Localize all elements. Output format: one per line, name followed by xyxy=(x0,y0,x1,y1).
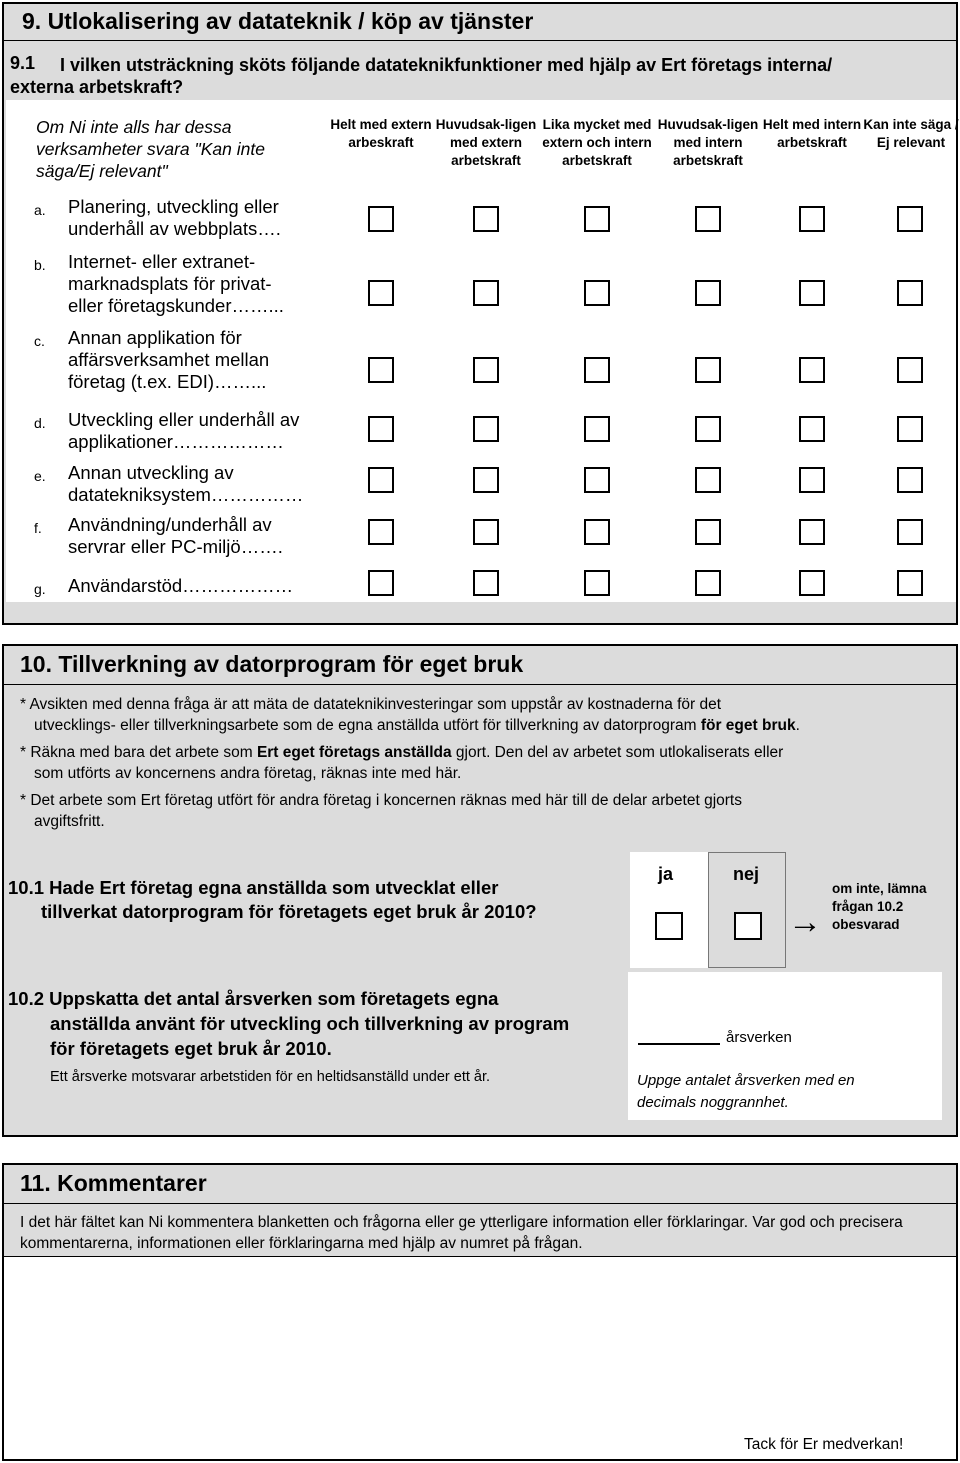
row-label: Annan applikation för affärsverksamhet mellan företag (t.ex. EDI)……... xyxy=(68,327,270,392)
checkbox[interactable] xyxy=(584,416,610,442)
checkbox[interactable] xyxy=(473,570,499,596)
checkbox[interactable] xyxy=(368,467,394,493)
checkbox[interactable] xyxy=(897,357,923,383)
checkbox[interactable] xyxy=(584,467,610,493)
row-letter: f. xyxy=(34,520,42,536)
checkbox[interactable] xyxy=(799,416,825,442)
checkbox[interactable] xyxy=(897,570,923,596)
checkbox[interactable] xyxy=(799,280,825,306)
checkbox[interactable] xyxy=(695,280,721,306)
row-letter: c. xyxy=(34,333,45,349)
checkbox[interactable] xyxy=(695,570,721,596)
checkbox[interactable] xyxy=(473,280,499,306)
row-label: Internet- eller extranet- marknadsplats för privat- eller företagskunder……... xyxy=(68,251,284,316)
checkbox[interactable] xyxy=(584,519,610,545)
nej-label: nej xyxy=(733,864,760,884)
checkbox[interactable] xyxy=(799,467,825,493)
instruction-bullet-2: * Räkna med bara det arbete som Ert eget företags anställda gjort. Den del av arbetet som utlokaliserats eller som utförts av koncernens andra företag, räknas inte med här. xyxy=(20,744,784,782)
question-9-1-number: 9.1 xyxy=(10,53,36,73)
checkbox[interactable] xyxy=(695,467,721,493)
checkbox[interactable] xyxy=(897,206,923,232)
thanks-text: Tack för Er medverkan! xyxy=(744,1436,904,1453)
section-10-title: 10. Tillverkning av datorprogram för eget bruk xyxy=(20,651,524,677)
checkbox[interactable] xyxy=(473,357,499,383)
row-label: Användarstöd……………… xyxy=(68,575,294,596)
row-letter: d. xyxy=(34,415,46,431)
row-letter: a. xyxy=(34,202,46,218)
checkbox[interactable] xyxy=(584,570,610,596)
instruction-bullet-1: * Avsikten med denna fråga är att mäta de datateknikinvesteringar som uppstår av kostnaderna för det utvecklings- eller tillverkningsarbete som de egna anställda utfört för tillverkning av datorprogram för eget bruk. xyxy=(20,696,800,734)
column-header-cannot-say: Kan inte säga / Ej relevant xyxy=(863,117,959,150)
row-letter: b. xyxy=(34,257,46,273)
checkbox[interactable] xyxy=(799,570,825,596)
checkbox[interactable] xyxy=(799,357,825,383)
comments-field[interactable] xyxy=(2,1257,958,1461)
column-header-fully-external: Helt med extern arbeskraft xyxy=(330,117,432,150)
checkbox[interactable] xyxy=(584,206,610,232)
question-9-1-text-line2: externa arbetskraft? xyxy=(10,77,184,97)
row-label: Användning/underhåll av servrar eller PC-miljö……. xyxy=(68,514,283,557)
checkbox-nej[interactable] xyxy=(734,912,762,940)
checkbox[interactable] xyxy=(368,280,394,306)
checkbox[interactable] xyxy=(897,519,923,545)
checkbox[interactable] xyxy=(473,467,499,493)
question-10-2: 10.2 Uppskatta det antal årsverken som företagets egna anställda använt för utveckling och tillverkning av program för företagets eget bruk år 2010. xyxy=(8,988,570,1059)
checkbox[interactable] xyxy=(584,280,610,306)
checkbox[interactable] xyxy=(695,357,721,383)
row-label: Utveckling eller underhåll av applikationer……………… xyxy=(68,409,300,452)
checkbox[interactable] xyxy=(897,280,923,306)
column-header-equal: Lika mycket med extern och intern arbetskraft xyxy=(542,117,652,168)
checkbox[interactable] xyxy=(695,416,721,442)
checkbox[interactable] xyxy=(799,206,825,232)
checkbox[interactable] xyxy=(799,519,825,545)
section-9-title: 9. Utlokalisering av datateknik / köp av tjänster xyxy=(22,8,534,34)
row-label: Planering, utveckling eller underhåll av webbplats…. xyxy=(68,196,281,239)
checkbox[interactable] xyxy=(695,519,721,545)
column-header-mainly-internal: Huvudsak-ligen med intern arbetskraft xyxy=(657,117,759,168)
checkbox[interactable] xyxy=(368,357,394,383)
ja-label: ja xyxy=(658,864,674,884)
fte-definition: Ett årsverke motsvarar arbetstiden för en heltidsanställd under ett år. xyxy=(50,1069,491,1085)
column-header-mainly-external: Huvudsak-ligen med extern arbetskraft xyxy=(435,117,537,168)
row-letter: g. xyxy=(34,581,46,597)
checkbox[interactable] xyxy=(368,416,394,442)
fte-input[interactable] xyxy=(638,1043,720,1045)
not-applicable-note: Om Ni inte alls har dessa verksamheter svara "Kan inte säga/Ej relevant" xyxy=(36,117,265,181)
checkbox[interactable] xyxy=(368,519,394,545)
checkbox[interactable] xyxy=(584,357,610,383)
fte-unit: årsverken xyxy=(726,1029,792,1046)
section-11-title: 11. Kommentarer xyxy=(20,1170,207,1196)
question-10-1: 10.1 Hade Ert företag egna anställda som utvecklat eller tillverkat datorprogram för företagets eget bruk år 2010? xyxy=(8,877,537,922)
checkbox[interactable] xyxy=(897,416,923,442)
checkbox[interactable] xyxy=(695,206,721,232)
row-label: Annan utveckling av datatekniksystem…………… xyxy=(68,462,304,505)
checkbox[interactable] xyxy=(368,206,394,232)
checkbox[interactable] xyxy=(473,206,499,232)
checkbox[interactable] xyxy=(473,519,499,545)
column-header-fully-internal: Helt med intern arbetskraft xyxy=(762,117,862,150)
checkbox[interactable] xyxy=(368,570,394,596)
checkbox-ja[interactable] xyxy=(655,912,683,940)
checkbox[interactable] xyxy=(473,416,499,442)
skip-arrow-icon: → xyxy=(788,903,822,941)
row-letter: e. xyxy=(34,468,46,484)
skip-instruction: om inte, lämna frågan 10.2 obesvarad xyxy=(832,881,927,932)
checkbox[interactable] xyxy=(897,467,923,493)
question-9-1-text: I vilken utsträckning sköts följande datateknikfunktioner med hjälp av Ert företags interna/ xyxy=(60,55,833,75)
comments-instruction: I det här fältet kan Ni kommentera blanketten och frågorna eller ge ytterligare information eller förklaringar. Var god och precisera kommentarerna, informationen eller förklaringarna med hjälp av numret på frågan. xyxy=(20,1214,903,1252)
fte-hint: Uppge antalet årsverken med en decimals noggrannhet. xyxy=(637,1072,855,1111)
instruction-bullet-3: * Det arbete som Ert företag utfört för andra företag i koncernen räknas med här till de delar arbetet gjorts avgiftsfritt. xyxy=(20,792,742,830)
